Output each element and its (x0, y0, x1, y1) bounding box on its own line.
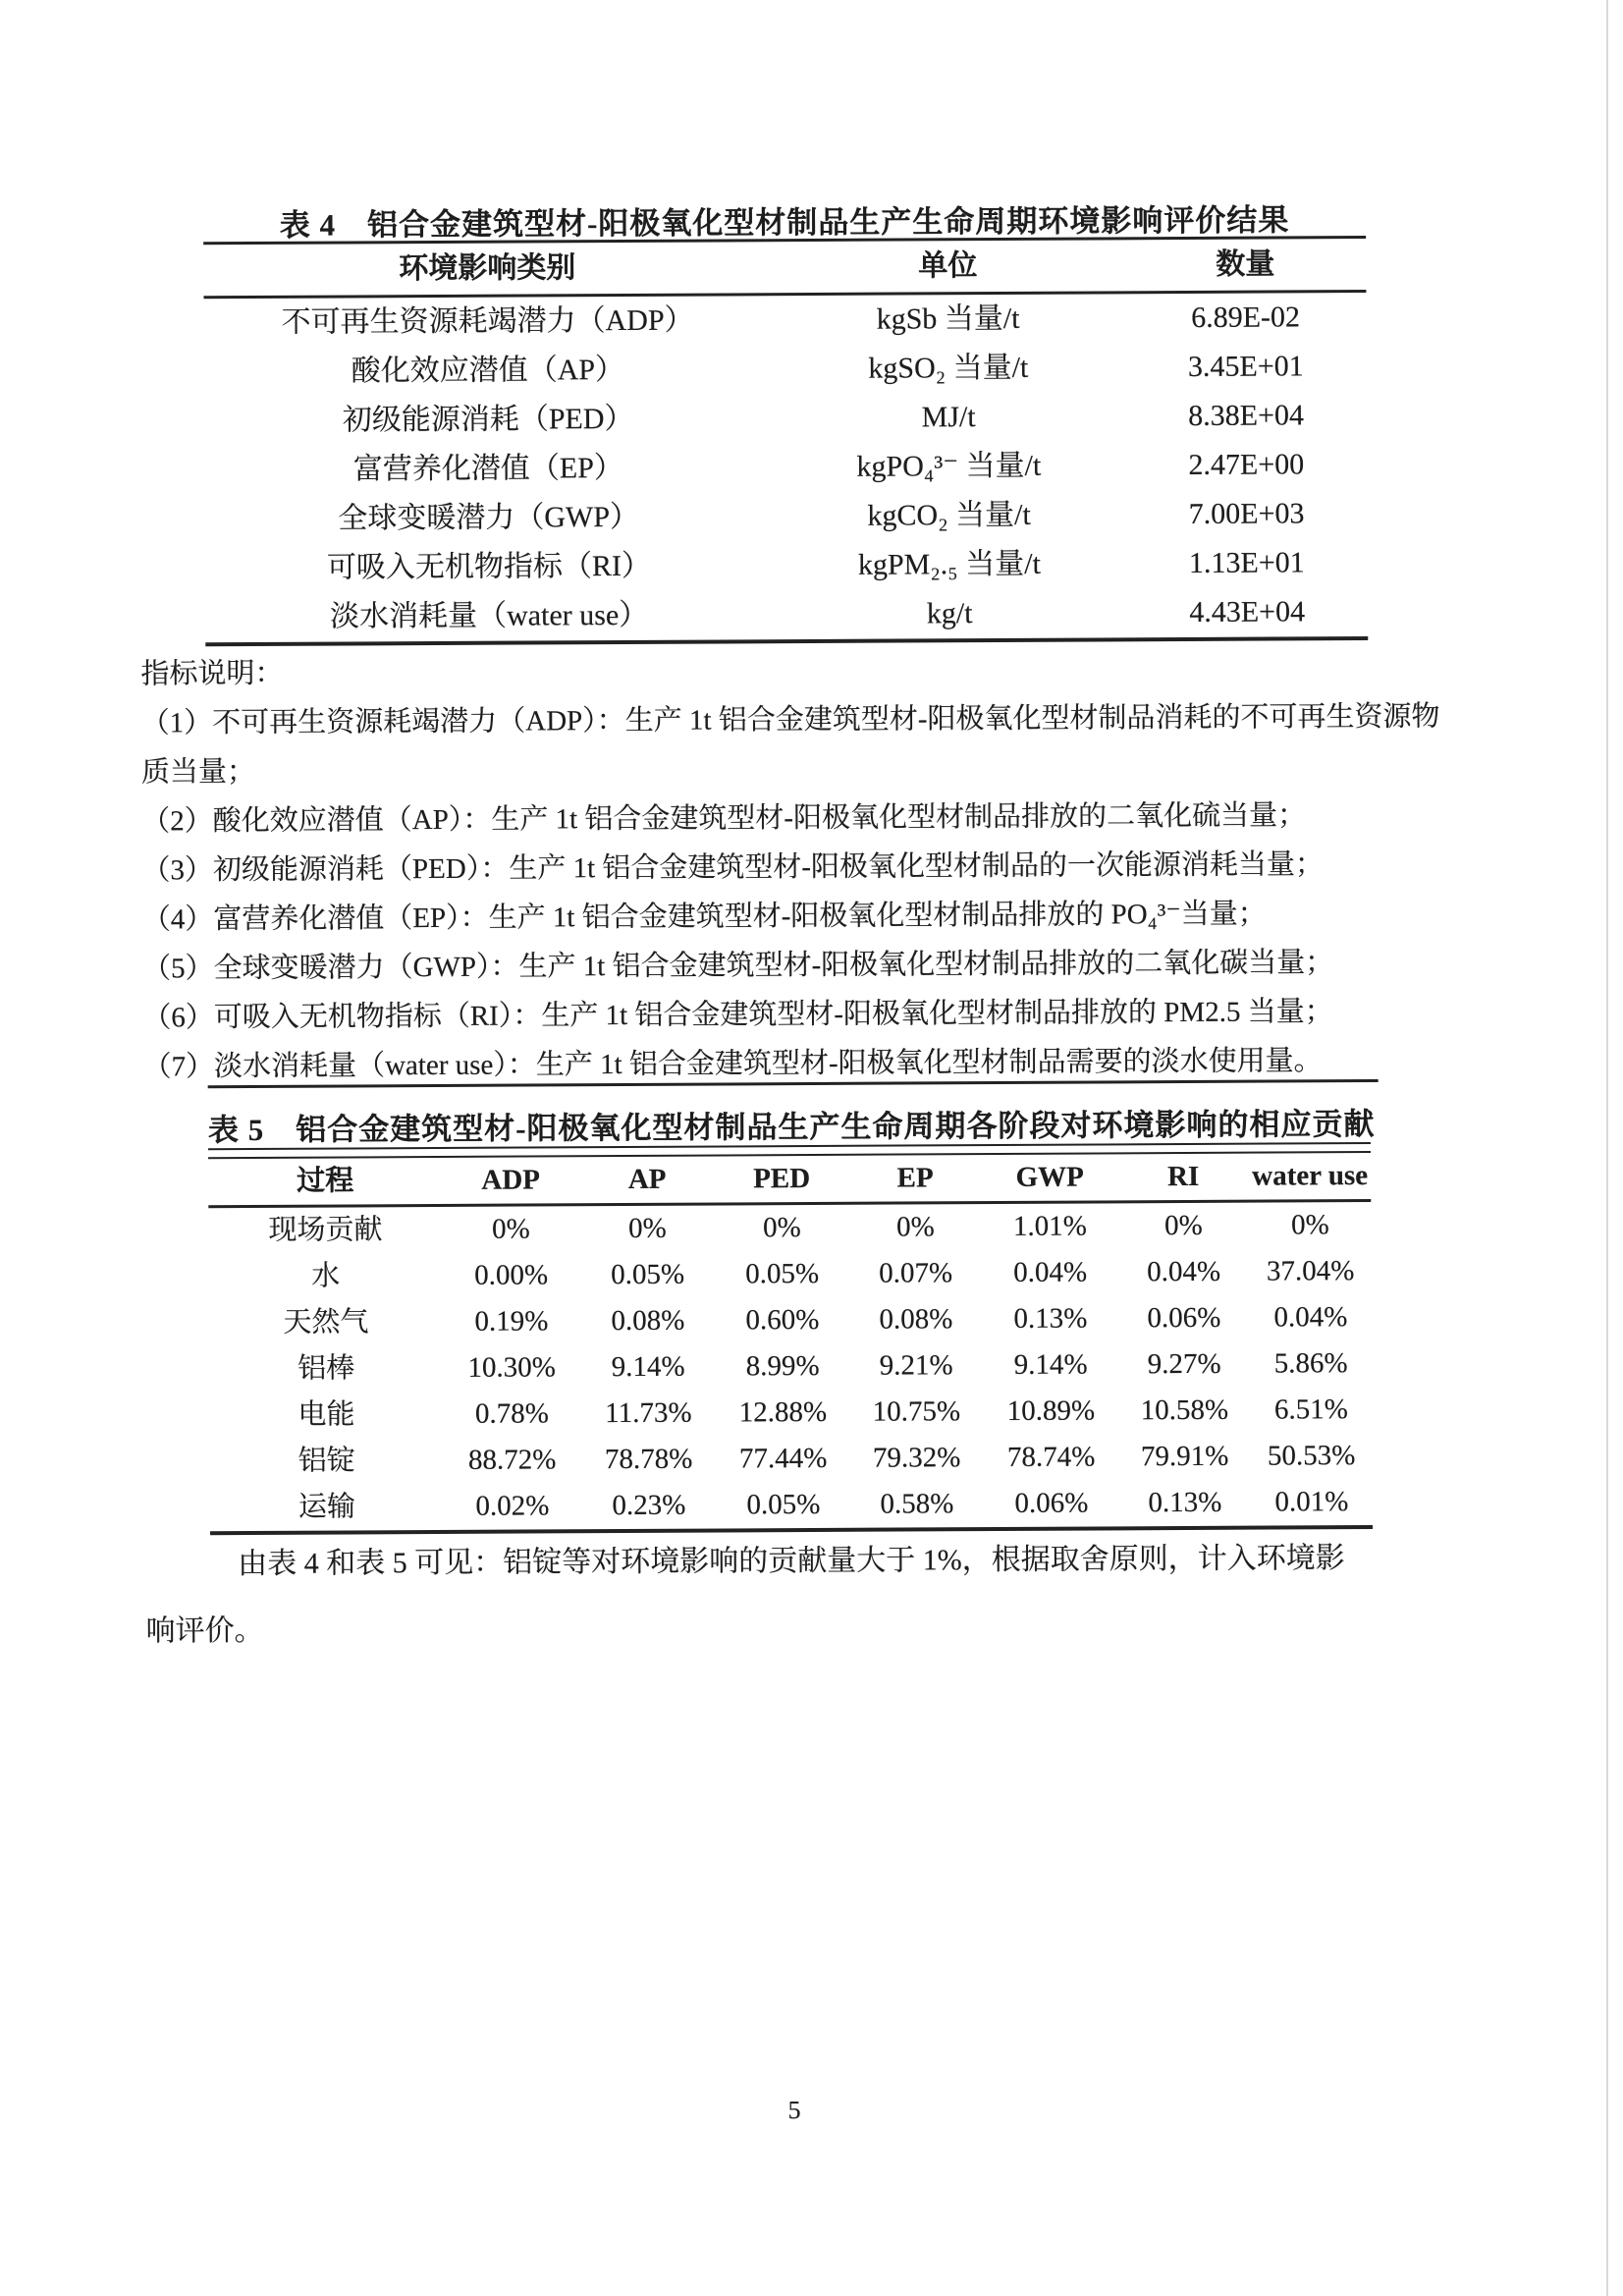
contribution-cell: 9.27% (1147, 1347, 1221, 1381)
table4-body (203, 293, 1368, 642)
contribution-cell: 0.01% (1274, 1486, 1349, 1518)
table4-row (204, 391, 1367, 446)
table5-header-cell: ADP (481, 1164, 541, 1196)
contribution-cell: 10.30% (467, 1351, 556, 1384)
table4-header-category: 环境影响类别 (399, 251, 576, 286)
table5-header-cell: EP (896, 1162, 934, 1194)
value-cell: 1.13E+01 (1188, 546, 1305, 579)
contribution-cell: 0.60% (745, 1303, 820, 1337)
contribution-cell: 50.53% (1267, 1440, 1356, 1472)
note-line: （3）初级能源消耗（PED）：生产 1t 铝合金建筑型材-阳极氧化型材制品的一次能源消耗当量； (141, 848, 1325, 887)
table4-title: 表 4 铝合金建筑型材-阳极氧化型材制品生产生命周期环境影响评价结果 (279, 202, 1290, 243)
table5-header-cell: PED (753, 1163, 811, 1195)
unit-cell: kgSO₂ 当量/t (868, 351, 1029, 385)
contribution-cell: 6.51% (1273, 1394, 1348, 1426)
table4-header-row (203, 239, 1366, 299)
table4-header-quantity: 数量 (1216, 247, 1275, 281)
table4 (203, 236, 1368, 646)
impact-category-cell: 不可再生资源耗竭潜力（ADP） (281, 303, 694, 339)
note-line: （5）全球变暖潜力（GWP）：生产 1t 铝合金建筑型材-阳极氧化型材制品排放的二氧化碳当量； (141, 947, 1334, 985)
impact-category-cell: 淡水消耗量（water use） (330, 598, 649, 633)
conclusion-paragraph (145, 1525, 1403, 1666)
table5-header-cell: water use (1252, 1160, 1369, 1192)
table4-row (205, 587, 1368, 642)
impact-category-cell: 富营养化潜值（EP） (352, 451, 623, 486)
table4-row (205, 538, 1368, 593)
note-line: （4）富营养化潜值（EP）：生产 1t 铝合金建筑型材-阳极氧化型材制品排放的 PO₄³⁻当量； (141, 898, 1267, 936)
table5-row (208, 1202, 1371, 1254)
note-line: （7）淡水消耗量（water use）：生产 1t 铝合金建筑型材-阳极氧化型材制品需要的淡水使用量。 (142, 1045, 1323, 1083)
value-cell: 8.38E+04 (1188, 399, 1305, 432)
contribution-cell: 77.44% (738, 1442, 828, 1475)
table5-row (210, 1479, 1373, 1531)
notes-body (140, 692, 1440, 1092)
table5-row (209, 1294, 1372, 1346)
contribution-cell: 0.13% (1013, 1302, 1088, 1335)
contribution-cell: 10.75% (872, 1395, 961, 1428)
contribution-cell: 0.04% (1273, 1301, 1348, 1334)
value-cell: 7.00E+03 (1188, 497, 1305, 530)
indicator-notes (140, 643, 1440, 1092)
table5-header-cell: AP (627, 1163, 667, 1195)
table5-header-row (208, 1153, 1371, 1208)
note-line: （2）酸化效应潜值（AP）：生产 1t 铝合金建筑型材-阳极氧化型材制品排放的二氧化硫当量； (141, 799, 1307, 838)
impact-category-cell: 初级能源消耗（PED） (342, 402, 634, 437)
contribution-cell: 0.07% (879, 1257, 953, 1289)
contribution-cell: 88.72% (467, 1444, 557, 1476)
process-cell: 天然气 (283, 1306, 369, 1339)
impact-category-cell: 可吸入无机物指标（RI） (326, 549, 651, 584)
contribution-cell: 9.21% (879, 1349, 953, 1382)
table5-row (209, 1387, 1372, 1439)
contribution-cell: 0.04% (1013, 1256, 1088, 1288)
contribution-cell: 0.08% (611, 1304, 685, 1338)
contribution-cell: 10.58% (1140, 1394, 1229, 1427)
scan-edge-line (1606, 0, 1608, 2296)
process-cell: 现场贡献 (268, 1214, 383, 1246)
note-line: （6）可吸入无机物指标（RI）：生产 1t 铝合金建筑型材-阳极氧化型材制品排放的 PM2.5 当量； (142, 996, 1333, 1034)
contribution-cell: 37.04% (1266, 1255, 1355, 1287)
contribution-cell: 1.01% (1012, 1210, 1087, 1242)
table5-row (210, 1433, 1373, 1485)
contribution-cell: 0.78% (474, 1397, 549, 1430)
table5-header-cell: GWP (1015, 1161, 1084, 1193)
contribution-cell: 78.78% (604, 1443, 693, 1476)
contribution-cell: 10.89% (1006, 1394, 1096, 1427)
contribution-cell: 9.14% (1013, 1348, 1088, 1381)
table5-header-cell: 过程 (297, 1165, 354, 1197)
table5-title: 表 5 铝合金建筑型材-阳极氧化型材制品生产生命周期各阶段对环境影响的相应贡献 (207, 1106, 1376, 1148)
contribution-cell: 0% (762, 1212, 801, 1244)
contribution-cell: 0.05% (611, 1258, 685, 1291)
contribution-cell: 78.74% (1006, 1441, 1096, 1473)
conclusion-line-1: 由表 4 和表 5 可见：铝锭等对环境影响的贡献量大于 1%，根据取舍原则，计入环境影 (238, 1542, 1345, 1581)
contribution-cell: 0.23% (612, 1489, 686, 1522)
contribution-cell: 0% (627, 1212, 667, 1244)
contribution-cell: 12.88% (738, 1395, 828, 1429)
note-line: 质当量； (140, 755, 256, 789)
contribution-cell: 0.19% (474, 1305, 549, 1338)
table4-row (203, 293, 1366, 348)
table4-row (205, 489, 1368, 544)
contribution-cell: 0% (1290, 1209, 1329, 1241)
note-line: （1）不可再生资源耗竭潜力（ADP）：生产 1t 铝合金建筑型材-阳极氧化型材制品消耗的不可再生资源物 (140, 700, 1440, 739)
contribution-cell: 0.58% (880, 1488, 954, 1520)
conclusion-line-2: 响评价。 (145, 1613, 264, 1648)
unit-cell: MJ/t (921, 401, 976, 434)
contribution-cell: 0.06% (1147, 1301, 1221, 1335)
contribution-cell: 0% (1163, 1209, 1203, 1242)
unit-cell: kgPM₂.₅ 当量/t (857, 547, 1041, 581)
table5 (208, 1142, 1373, 1535)
value-cell: 4.43E+04 (1189, 595, 1306, 629)
contribution-cell: 9.14% (611, 1350, 685, 1384)
unit-cell: kgPO₄³⁻ 当量/t (856, 449, 1042, 483)
contribution-cell: 0.00% (474, 1259, 549, 1291)
value-cell: 6.89E-02 (1191, 301, 1301, 334)
table5-row (209, 1340, 1372, 1393)
unit-cell: kgSb 当量/t (876, 301, 1020, 336)
table4-header-unit: 单位 (918, 249, 978, 283)
contribution-cell: 8.99% (745, 1349, 820, 1383)
value-cell: 3.45E+01 (1187, 350, 1304, 383)
table5-header-cell: RI (1166, 1160, 1200, 1193)
table5-body (208, 1202, 1373, 1531)
contribution-cell: 0% (895, 1211, 935, 1243)
impact-category-cell: 酸化效应潜值（AP） (351, 353, 625, 388)
notes-label: 指标说明： (140, 657, 284, 690)
process-cell: 铝锭 (298, 1445, 355, 1477)
contribution-cell: 0.05% (745, 1257, 820, 1290)
contribution-cell: 79.32% (872, 1442, 961, 1474)
unit-cell: kgCO₂ 当量/t (867, 498, 1031, 532)
contribution-cell: 0.04% (1147, 1255, 1221, 1288)
table4-row (204, 440, 1367, 495)
contribution-cell: 11.73% (605, 1396, 692, 1430)
contribution-cell: 0.02% (475, 1490, 550, 1522)
process-cell: 水 (311, 1260, 341, 1292)
contribution-cell: 0.06% (1014, 1487, 1089, 1519)
value-cell: 2.47E+00 (1188, 448, 1305, 481)
contribution-cell: 0.08% (879, 1303, 953, 1336)
contribution-cell: 0.13% (1148, 1486, 1222, 1519)
contribution-cell: 79.91% (1140, 1440, 1229, 1473)
contribution-cell: 5.86% (1273, 1347, 1348, 1380)
page-number: 5 (787, 2096, 801, 2125)
unit-cell: kg/t (926, 597, 973, 630)
impact-category-cell: 全球变暖潜力（GWP） (338, 500, 640, 535)
contribution-cell: 0.05% (746, 1488, 821, 1521)
contribution-cell: 0% (492, 1213, 530, 1245)
process-cell: 电能 (298, 1398, 355, 1431)
process-cell: 运输 (298, 1491, 355, 1523)
table5-row (209, 1248, 1372, 1300)
table4-row (204, 342, 1367, 397)
process-cell: 铝棒 (298, 1352, 355, 1385)
